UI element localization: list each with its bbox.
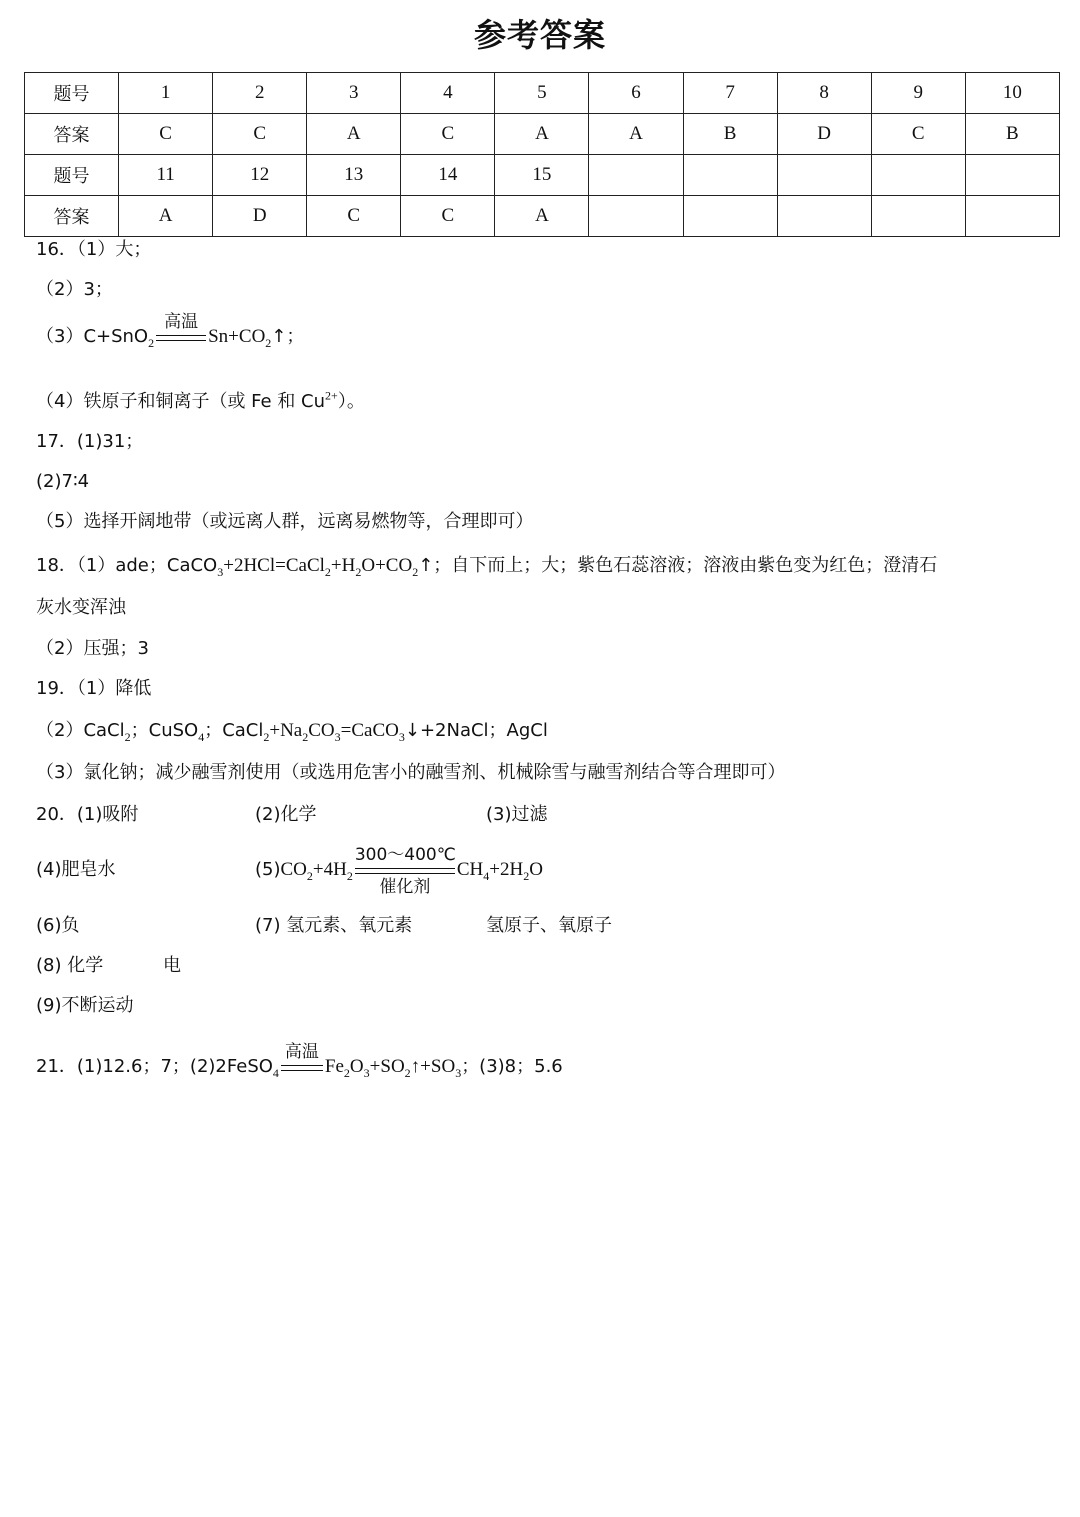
q19-b: 2 [124, 729, 131, 744]
q19-d: 4 [198, 729, 205, 744]
table-cell: B [965, 114, 1059, 155]
condition-label: 高温 [284, 1042, 319, 1062]
row-label: 答案 [25, 114, 119, 155]
q16-p3-sub: 2 [148, 335, 155, 350]
answer-table [24, 72, 1060, 237]
q21-d: +SO [369, 1056, 405, 1077]
q19-e: ；CaCl [204, 720, 264, 741]
table-cell: 15 [495, 155, 589, 196]
q19-a: （2）CaCl [36, 720, 125, 741]
q19-h: 2 [302, 729, 309, 744]
q20-f1: (8) 化学 [36, 955, 104, 976]
table-cell: A [589, 114, 683, 155]
q20-item-7b [486, 913, 612, 939]
table-cell: A [119, 196, 213, 237]
table-cell: C [401, 196, 495, 237]
table-cell: 13 [307, 155, 401, 196]
q18-b: 3 [217, 564, 224, 579]
table-cell: C [401, 114, 495, 155]
q20-item-3 [486, 802, 548, 828]
q18-cont: 灰水变浑浊 [36, 597, 126, 618]
q20-f2: 电 [163, 955, 181, 976]
q20-d2-g: +2H [489, 859, 524, 880]
q17-part1: 17．(1)31； [36, 431, 144, 452]
q20-item-8b [163, 953, 181, 979]
table-cell [965, 196, 1059, 237]
table-cell: D [777, 114, 871, 155]
q19-c: ；CuSO [130, 720, 199, 741]
q20-item-6 [36, 913, 80, 939]
q19-part1: 19．（1）降低 [36, 678, 152, 699]
table-cell: D [213, 196, 307, 237]
reaction-condition [156, 312, 206, 350]
q16-p4-end: ）。 [337, 391, 365, 412]
question-row-2 [25, 155, 1060, 196]
q16-line-2 [36, 277, 113, 303]
row-label: 答案 [25, 196, 119, 237]
table-cell: 5 [495, 73, 589, 114]
q16-p4-pre: （4）铁原子和铜离子（或 Fe 和 Cu [36, 391, 326, 412]
table-cell: 8 [777, 73, 871, 114]
q20-d2-pre: (5) [255, 859, 281, 880]
q20-item-4 [36, 857, 116, 883]
table-cell: 1 [119, 73, 213, 114]
q16-p3-end: ↑； [271, 326, 305, 347]
answer-row-1 [25, 114, 1060, 155]
condition-top: 300～400℃ [354, 845, 456, 865]
table-cell: C [213, 114, 307, 155]
q20-item-2 [255, 802, 317, 828]
q20-g1: (9)不断运动 [36, 995, 134, 1016]
q17-part5: （5）选择开阔地带（或远离人群，远离易燃物等，合理即可） [36, 511, 534, 532]
q16-line-1 [36, 237, 151, 263]
q16-part1: 16．（1）大； [36, 239, 152, 260]
reaction-condition [354, 845, 456, 897]
q16-p3-post: Sn+CO [208, 326, 266, 347]
table-cell: C [119, 114, 213, 155]
table-cell: 11 [119, 155, 213, 196]
table-cell [871, 155, 965, 196]
table-cell: 14 [401, 155, 495, 196]
q18-e: +H [330, 555, 356, 576]
q21-f: ；(3)8；5.6 [461, 1056, 563, 1077]
q19-l: 3 [398, 729, 405, 744]
q20-d1: (4)肥皂水 [36, 859, 116, 880]
q19-j: 3 [334, 729, 341, 744]
question-row-1 [25, 73, 1060, 114]
q19-line-3 [36, 760, 785, 786]
q19-m: ↓+2NaCl；AgCl [404, 720, 548, 741]
q18-h: 2 [412, 564, 419, 579]
condition-label: 高温 [164, 312, 199, 332]
q20-c2: (2)化学 [255, 804, 317, 825]
q19-line-1 [36, 676, 151, 702]
table-cell [871, 196, 965, 237]
q19-part3: （3）氯化钠；减少融雪剂使用（或选用危害小的融雪剂、机械除雪与融雪剂结合等合理即可） [36, 762, 786, 783]
table-cell [589, 155, 683, 196]
q20-d2-d: 2 [346, 868, 353, 883]
q16-part2: （2）3； [36, 279, 113, 300]
q18-part2: （2）压强；3 [36, 638, 149, 659]
table-cell [777, 196, 871, 237]
q20-c3: (3)过滤 [486, 804, 548, 825]
table-cell: 7 [683, 73, 777, 114]
row-label: 题号 [25, 73, 119, 114]
q17-part2: (2)7∶4 [36, 471, 90, 492]
table-cell: 12 [213, 155, 307, 196]
q16-p4-sup: 2+ [325, 388, 338, 403]
q21-d-sub: 2 [404, 1065, 411, 1080]
q16-line-3 [36, 312, 305, 350]
q18-line-1-cont [36, 595, 126, 621]
q17-line-2 [36, 469, 89, 495]
equals-bar [156, 335, 206, 341]
page-title: 参考答案 [473, 16, 606, 54]
table-cell [589, 196, 683, 237]
q19-g: +Na [269, 720, 303, 741]
q20-d2-b: 2 [306, 868, 313, 883]
table-cell: A [495, 196, 589, 237]
equals-bar [355, 868, 455, 874]
q20-e1: (6)负 [36, 915, 80, 936]
q20-item-8 [36, 953, 103, 979]
table-cell [777, 155, 871, 196]
q20-item-7 [255, 913, 412, 939]
equals-bar [281, 1065, 323, 1071]
q20-d2-h: 2 [523, 868, 530, 883]
table-cell: 9 [871, 73, 965, 114]
table-cell: A [307, 114, 401, 155]
q19-k: =CaCO [340, 720, 399, 741]
table-cell: 10 [965, 73, 1059, 114]
q21-pre-sub: 4 [272, 1065, 279, 1080]
table-cell [683, 196, 777, 237]
q21-c: O [349, 1056, 364, 1077]
table-cell: 4 [401, 73, 495, 114]
q20-d2-i: O [529, 859, 543, 880]
q18-g: O+CO [361, 555, 413, 576]
q16-p3-pre: （3）C+SnO [36, 326, 149, 347]
table-cell [683, 155, 777, 196]
condition-bottom: 催化剂 [379, 877, 431, 897]
table-cell: 6 [589, 73, 683, 114]
row-label: 题号 [25, 155, 119, 196]
q16-line-4 [36, 389, 365, 415]
q18-line-1 [36, 553, 937, 579]
q21-c-sub: 3 [363, 1065, 370, 1080]
q19-f: 2 [263, 729, 270, 744]
table-cell: 2 [213, 73, 307, 114]
answer-row-2 [25, 196, 1060, 237]
q20-d2-c: +4H [312, 859, 347, 880]
table-cell: A [495, 114, 589, 155]
q17-line-1 [36, 429, 143, 455]
q21-pre: 21．(1)12.6；7；(2)2FeSO [36, 1056, 273, 1077]
q18-d: 2 [324, 564, 331, 579]
table-cell: B [683, 114, 777, 155]
q20-d2-e: CH [456, 859, 484, 880]
q19-line-2 [36, 718, 548, 744]
q21-b: Fe [324, 1056, 344, 1077]
table-cell: C [307, 196, 401, 237]
q18-c: +2HCl=CaCl [223, 555, 325, 576]
q18-line-2 [36, 636, 149, 662]
q16-p3-post-sub: 2 [265, 335, 272, 350]
q18-a: 18．（1）ade；CaCO [36, 555, 218, 576]
q21-e: ↑+SO [410, 1056, 456, 1077]
q20-e2: (7) 氢元素、氧元素 [255, 915, 413, 936]
q21-e-sub: 3 [455, 1065, 462, 1080]
table-cell [965, 155, 1059, 196]
q20-item-9 [36, 993, 134, 1019]
reaction-condition [281, 1042, 323, 1080]
table-cell: C [871, 114, 965, 155]
q21-b-sub: 2 [343, 1065, 350, 1080]
table-cell: 3 [307, 73, 401, 114]
q20-d2-f: 4 [483, 868, 490, 883]
q18-i: ↑；自下而上；大；紫色石蕊溶液；溶液由紫色变为红色；澄清石 [418, 555, 938, 576]
q20-e3: 氢原子、氧原子 [486, 915, 612, 936]
q18-f: 2 [355, 564, 362, 579]
q21-line [36, 1042, 563, 1080]
q20-c1: 20．(1)吸附 [36, 804, 139, 825]
q17-line-3 [36, 509, 533, 535]
q20-item-5 [255, 845, 543, 897]
q20-item-1 [36, 802, 138, 828]
q20-d2-a: CO [280, 859, 307, 880]
q19-i: CO [308, 720, 335, 741]
